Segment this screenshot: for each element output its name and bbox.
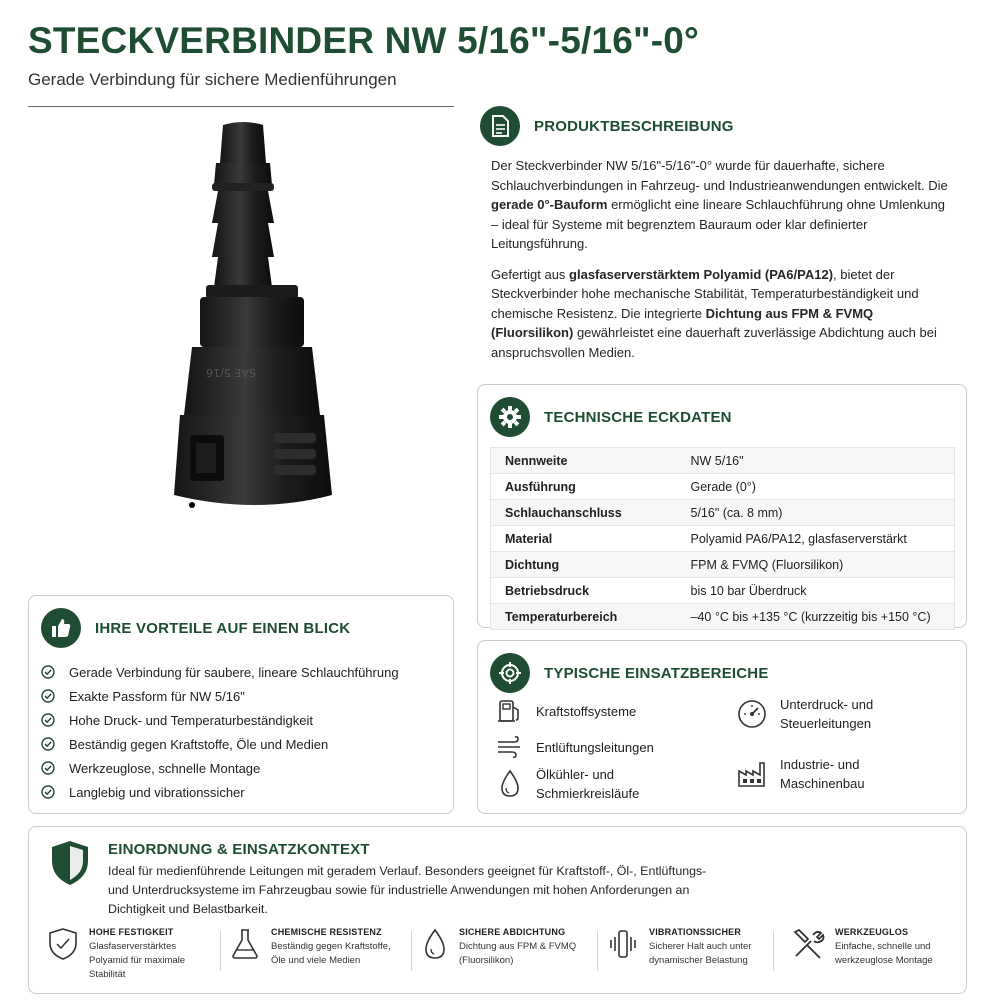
benefit-text: Exakte Passform für NW 5/16" [69, 688, 245, 704]
applications-card [477, 640, 967, 814]
flask-icon [229, 927, 261, 961]
shield-icon [47, 927, 79, 961]
document-icon [480, 106, 520, 146]
feature-divider [220, 931, 221, 971]
check-icon [41, 761, 55, 775]
context-text-block [108, 841, 728, 919]
spec-value: bis 10 bar Überdruck [677, 578, 955, 604]
feature-divider [597, 931, 598, 971]
spec-value: FPM & FVMQ (Fluorsilikon) [677, 552, 955, 578]
check-icon [41, 713, 55, 727]
technical-data-title: TECHNISCHE ECKDATEN [544, 408, 732, 426]
spec-value: Polyamid PA6/PA12, glasfaserverstärkt [677, 526, 955, 552]
applications-title: TYPISCHE EINSATZBEREICHE [544, 664, 769, 682]
list-item [41, 708, 441, 732]
list-item [496, 735, 654, 759]
vibration-icon [607, 927, 639, 961]
feature-text: Sicherer Halt auch unter dynamischer Belastung [649, 941, 752, 966]
spec-key: Dichtung [491, 552, 677, 578]
target-icon [490, 653, 530, 693]
shield-icon [49, 839, 91, 887]
gear-icon [490, 397, 530, 437]
table-row [491, 604, 955, 630]
feature-title: WERKZEUGLOS [835, 927, 909, 937]
check-icon [41, 737, 55, 751]
fuel-pump-icon [496, 697, 524, 725]
benefit-text: Beständig gegen Kraftstoffe, Öle und Medien [69, 736, 329, 752]
use-label: Kraftstoffsysteme [536, 703, 637, 719]
use-label: Industrie- und Maschinenbau [780, 757, 865, 791]
list-item [41, 780, 441, 804]
page-title: STECKVERBINDER NW 5/16"-5/16"-0° [28, 20, 700, 61]
tools-icon [791, 927, 825, 961]
table-row [491, 448, 955, 474]
table-row [491, 578, 955, 604]
page-subtitle: Gerade Verbindung für sichere Medienführungen [28, 70, 397, 89]
spec-key: Ausführung [491, 474, 677, 500]
use-label: Unterdruck- und Steuerleitungen [780, 697, 874, 731]
context-card [28, 826, 967, 994]
spec-key: Temperaturbereich [491, 604, 677, 630]
description-paragraph-1: Der Steckverbinder NW 5/16"-5/16"-0° wurde für dauerhafte, sichere Schlauchverbindungen in Fahrzeug- und Industrieanwendungen entwickelt. Die gerade 0°-Bauform ermöglicht eine lineare Schlauchführung ohne Umlenkung – ideal für Systeme mit begrenztem Bauraum oder klar definierter Leitungsführung. [491, 158, 948, 251]
description-title: PRODUKTBESCHREIBUNG [534, 117, 734, 135]
oil-drop-icon [496, 768, 524, 800]
feature-item [791, 927, 933, 968]
check-icon [41, 785, 55, 799]
list-item [41, 660, 441, 684]
use-label: Ölkühler- und Schmierkreisläufe [536, 767, 640, 801]
product-marking: SAE 5/16 [206, 366, 256, 379]
list-item [41, 756, 441, 780]
feature-text: Glasfaserverstärktes Polyamid für maximale Stabilität [89, 941, 186, 980]
spec-value: NW 5/16" [677, 448, 955, 474]
table-row [491, 526, 955, 552]
feature-title: CHEMISCHE RESISTENZ [271, 927, 382, 937]
feature-text: Einfache, schnelle und werkzeuglose Montage [835, 941, 933, 966]
list-item [496, 697, 636, 725]
product-description [480, 106, 950, 373]
factory-icon [736, 759, 768, 789]
benefits-title: IHRE VORTEILE AUF EINEN BLICK [95, 619, 351, 637]
feature-divider [773, 931, 774, 971]
list-item [736, 695, 873, 733]
benefit-text: Werkzeuglose, schnelle Montage [69, 760, 261, 776]
context-text: Ideal für medienführende Leitungen mit geradem Verlauf. Besonders geeignet für Kraftstoff-, Öl-, Entlüftungs- und Unterdrucksysteme im Fahrzeugbau sowie für industrielle Anwendungen mit hohen Anforderungen an Dichtigkeit und Belastbarkeit. [108, 864, 707, 916]
table-row [491, 500, 955, 526]
description-paragraph-2: Gefertigt aus glasfaserverstärktem Polyamid (PA6/PA12), bietet der Steckverbinder hohe mechanische Stabilität, Temperaturbeständigkeit und chemische Resistenz. Die integrierte Dichtung aus FPM & FVMQ (Fluorsilikon) gewährleistet eine dauerhaft zuverlässige Abdichtung auch bei anspruchsvollen Medien. [491, 266, 937, 360]
spec-value: Gerade (0°) [677, 474, 955, 500]
spec-key: Schlauchanschluss [491, 500, 677, 526]
context-title: EINORDNUNG & EINSATZKONTEXT [108, 841, 370, 858]
gauge-icon [736, 698, 768, 730]
use-label: Entlüftungsleitungen [536, 739, 654, 755]
feature-title: VIBRATIONSSICHER [649, 927, 742, 937]
table-row [491, 552, 955, 578]
spec-value: 5/16" (ca. 8 mm) [677, 500, 955, 526]
list-item [736, 755, 865, 793]
feature-text: Dichtung aus FPM & FVMQ (Fluorsilikon) [459, 941, 577, 966]
spec-key: Nennweite [491, 448, 677, 474]
product-image [160, 115, 350, 535]
spec-key: Material [491, 526, 677, 552]
feature-divider [411, 931, 412, 971]
benefits-list [41, 660, 441, 804]
feature-title: HOHE FESTIGKEIT [89, 927, 174, 937]
feature-text: Beständig gegen Kraftstoffe, Öle und viele Medien [271, 941, 391, 966]
feature-item [47, 927, 185, 982]
feature-item [421, 927, 576, 968]
list-item [496, 765, 639, 803]
benefits-card [28, 595, 454, 814]
drop-icon [421, 927, 449, 961]
spec-key: Betriebsdruck [491, 578, 677, 604]
list-item [41, 684, 441, 708]
check-icon [41, 665, 55, 679]
table-row [491, 474, 955, 500]
thumbs-up-icon [41, 608, 81, 648]
technical-data-table [490, 447, 955, 630]
benefit-text: Langlebig und vibrationssicher [69, 784, 245, 800]
feature-item [607, 927, 751, 968]
spec-value: –40 °C bis +135 °C (kurzzeitig bis +150 °C) [677, 604, 955, 630]
check-icon [41, 689, 55, 703]
technical-data-card [477, 384, 967, 628]
feature-title: SICHERE ABDICHTUNG [459, 927, 566, 937]
benefit-text: Gerade Verbindung für saubere, lineare Schlauchführung [69, 664, 399, 680]
title-divider [28, 106, 454, 107]
list-item [41, 732, 441, 756]
benefit-text: Hohe Druck- und Temperaturbeständigkeit [69, 712, 314, 728]
air-flow-icon [496, 735, 524, 759]
feature-item [229, 927, 391, 968]
